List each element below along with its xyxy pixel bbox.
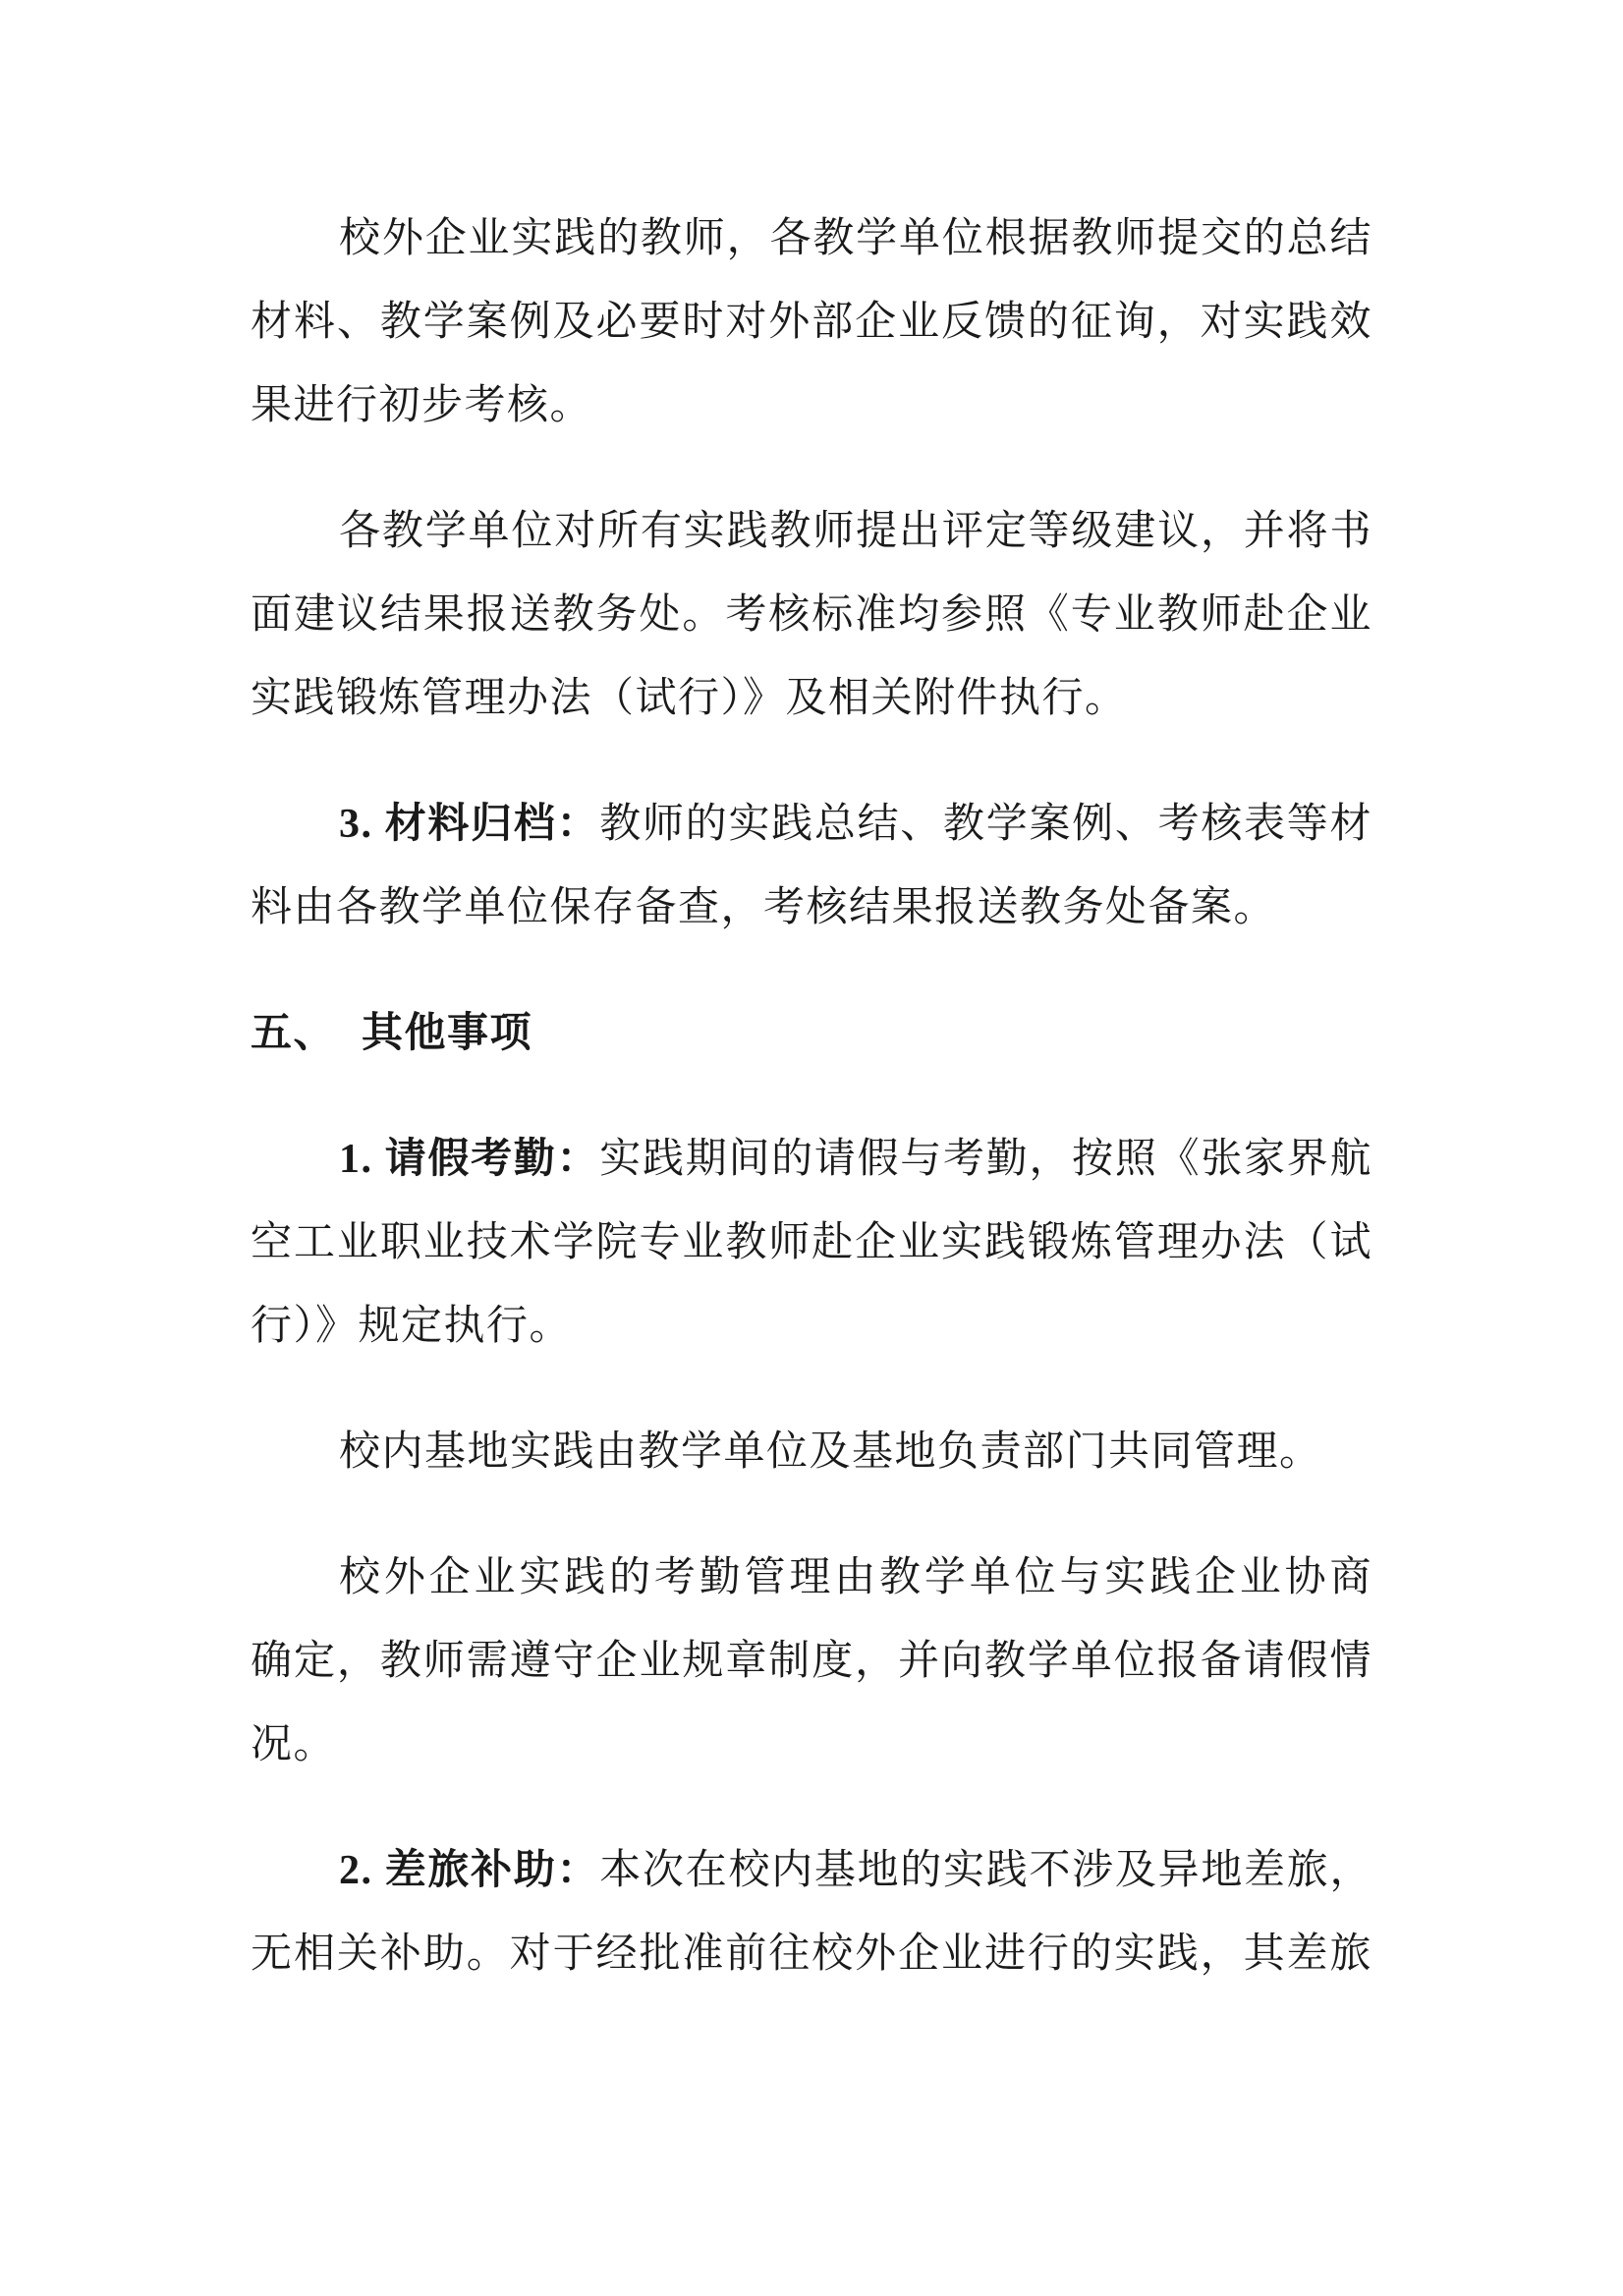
heading-number: 五、 xyxy=(251,1011,337,1056)
paragraph xyxy=(251,1537,1372,1787)
line-text: 教师的实践总结、教学案例、考核表等材 xyxy=(599,802,1372,847)
paragraph xyxy=(251,1411,1372,1494)
text-line: 料由各教学单位保存备查，考核结果报送教务处备案。 xyxy=(251,885,1277,930)
heading-title: 其他事项 xyxy=(362,1011,533,1056)
item-label: 2. 差旅补助： xyxy=(339,1848,600,1893)
text-line: 确定，教师需遵守企业规章制度，并向教学单位报备请假情 xyxy=(251,1639,1372,1684)
text-line: 况。 xyxy=(251,1722,337,1767)
text-line: 材料、教学案例及必要时对外部企业反馈的征询，对实践效 xyxy=(251,300,1372,345)
text-line: 校外企业实践的教师，各教学单位根据教师提交的总结 xyxy=(339,216,1372,261)
paragraph xyxy=(251,1118,1372,1369)
text-line xyxy=(251,1118,1372,1202)
text-line: 校内基地实践由教学单位及基地负责部门共同管理。 xyxy=(339,1429,1322,1475)
section-heading xyxy=(251,992,1372,1076)
text-line: 空工业职业技术学院专业教师赴企业实践锻炼管理办法（试 xyxy=(251,1220,1372,1265)
document-content xyxy=(251,197,1372,1996)
paragraph xyxy=(251,783,1372,950)
text-line: 无相关补助。对于经批准前往校外企业进行的实践，其差旅 xyxy=(251,1932,1372,1977)
paragraph xyxy=(251,490,1372,741)
text-line: 行）》规定执行。 xyxy=(251,1304,573,1349)
line-text: 本次在校内基地的实践不涉及异地差旅， xyxy=(599,1848,1372,1893)
text-line: 各教学单位对所有实践教师提出评定等级建议，并将书 xyxy=(339,509,1372,554)
item-label: 1. 请假考勤： xyxy=(339,1137,600,1182)
text-line: 校外企业实践的考勤管理由教学单位与实践企业协商 xyxy=(339,1555,1372,1600)
paragraph xyxy=(251,1829,1372,1996)
text-line: 实践锻炼管理办法（试行）》及相关附件执行。 xyxy=(251,676,1128,721)
text-line: 果进行初步考核。 xyxy=(251,383,593,428)
text-line: 面建议结果报送教务处。考核标准均参照《专业教师赴企业 xyxy=(251,592,1372,638)
paragraph xyxy=(251,197,1372,448)
text-line xyxy=(251,1829,1372,1913)
text-line xyxy=(251,783,1372,867)
item-label: 3. 材料归档： xyxy=(339,802,600,847)
line-text: 实践期间的请假与考勤，按照《张家界航 xyxy=(599,1137,1372,1182)
